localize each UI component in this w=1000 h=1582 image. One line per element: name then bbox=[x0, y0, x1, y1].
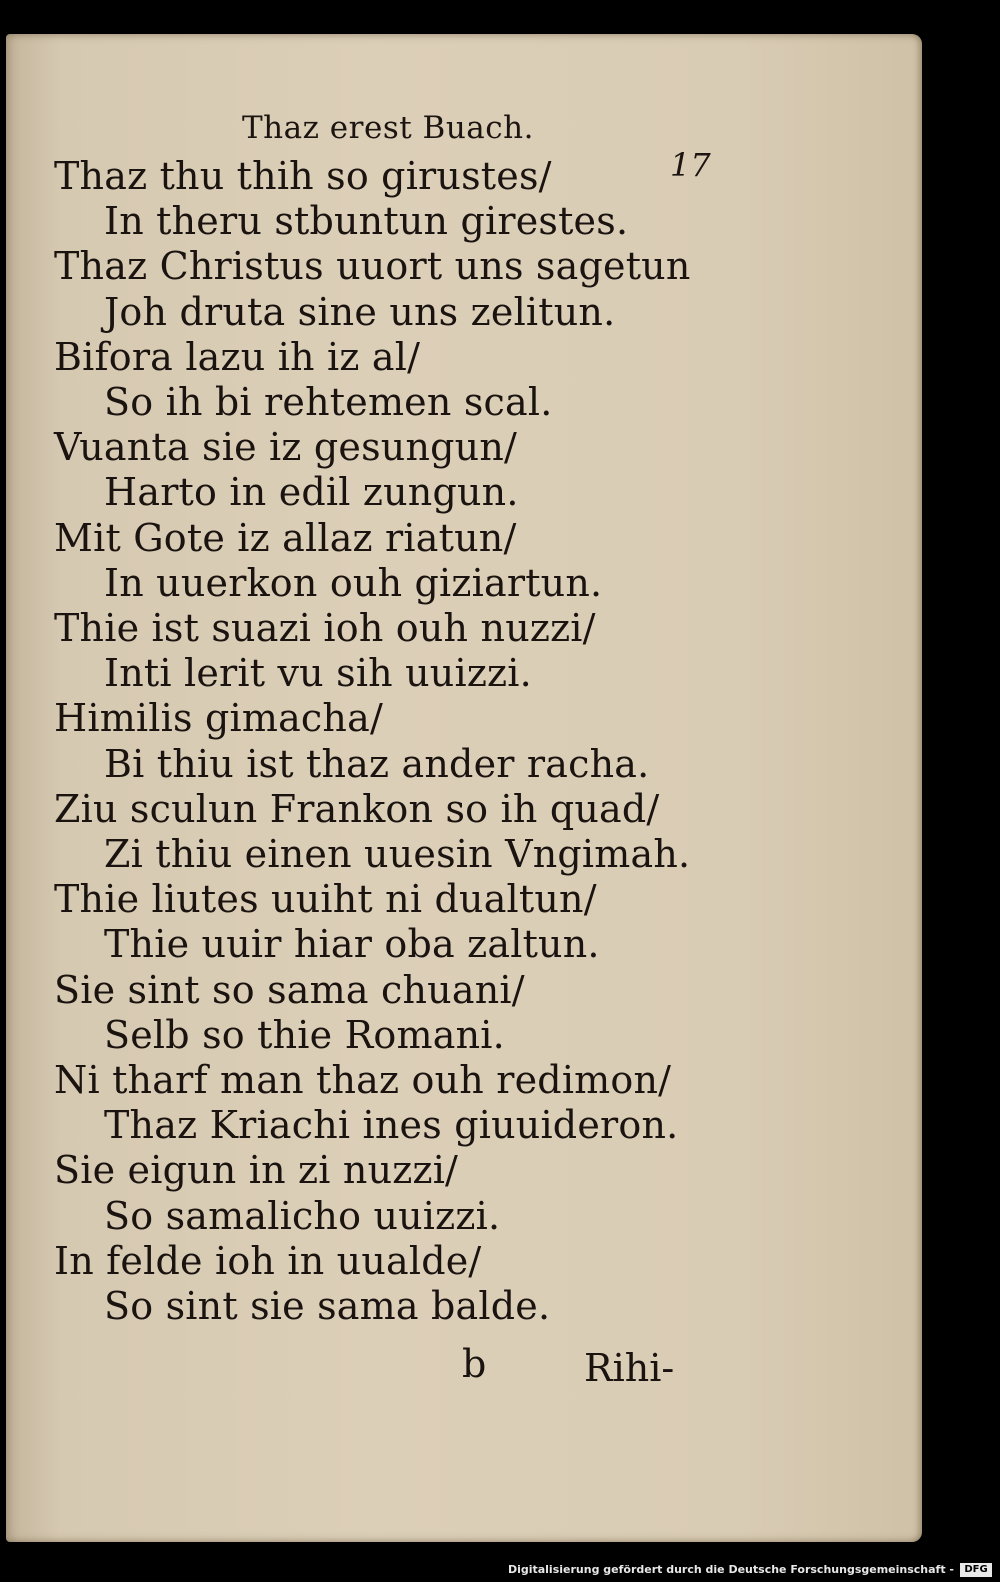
verse-line-indented: Harto in edil zungun. bbox=[104, 470, 519, 514]
verse-line: Vuanta sie iz gesungun/ bbox=[54, 425, 518, 469]
running-head: Thaz erest Buach. bbox=[242, 110, 534, 146]
verse-line: Himilis gimacha/ bbox=[54, 696, 383, 740]
dfg-logo: DFG bbox=[960, 1563, 992, 1577]
verse-line-indented: Inti lerit vu sih uuizzi. bbox=[104, 651, 532, 695]
verse-line: Sie sint so sama chuani/ bbox=[54, 968, 525, 1012]
verse-line: Mit Gote iz allaz riatun/ bbox=[54, 516, 517, 560]
verse-line: Thie liutes uuiht ni dualtun/ bbox=[54, 877, 597, 921]
verse-line: Thie ist suazi ioh ouh nuzzi/ bbox=[54, 606, 596, 650]
verse-line-indented: Thie uuir hiar oba zaltun. bbox=[104, 922, 600, 966]
verse-line-indented: So samalicho uuizzi. bbox=[104, 1194, 501, 1238]
verse-line: Bifora lazu ih iz al/ bbox=[54, 335, 421, 379]
footer-strip bbox=[0, 1548, 1000, 1582]
verse-line-indented: So sint sie sama balde. bbox=[104, 1284, 551, 1328]
catchword: Rihi- bbox=[584, 1346, 675, 1390]
verse-line-indented: Bi thiu ist thaz ander racha. bbox=[104, 742, 650, 786]
verse-line-indented: In theru stbuntun girestes. bbox=[104, 199, 629, 243]
verse-line: Thaz Christus uuort uns sagetun bbox=[54, 244, 691, 288]
verse-line: Thaz thu thih so girustes/ bbox=[54, 154, 552, 198]
verse-line: Sie eigun in zi nuzzi/ bbox=[54, 1148, 459, 1192]
signature-mark: b bbox=[462, 1342, 487, 1386]
funding-note: Digitalisierung gefördert durch die Deutsche Forschungsgemeinschaft - bbox=[507, 1563, 954, 1576]
verse-line: Ni tharf man thaz ouh redimon/ bbox=[54, 1058, 672, 1102]
verse-line-indented: Joh druta sine uns zelitun. bbox=[104, 290, 616, 334]
verse-line: In felde ioh in uualde/ bbox=[54, 1239, 482, 1283]
verse-line-indented: So ih bi rehtemen scal. bbox=[104, 380, 553, 424]
page-number: 17 bbox=[670, 146, 711, 184]
verse-line-indented: Selb so thie Romani. bbox=[104, 1013, 505, 1057]
verse-line: Ziu sculun Frankon so ih quad/ bbox=[54, 787, 660, 831]
verse-line-indented: Thaz Kriachi ines giuuideron. bbox=[104, 1103, 679, 1147]
verse-line-indented: In uuerkon ouh giziartun. bbox=[104, 561, 603, 605]
book-page bbox=[6, 34, 922, 1542]
verse-line-indented: Zi thiu einen uuesin Vngimah. bbox=[104, 832, 691, 876]
